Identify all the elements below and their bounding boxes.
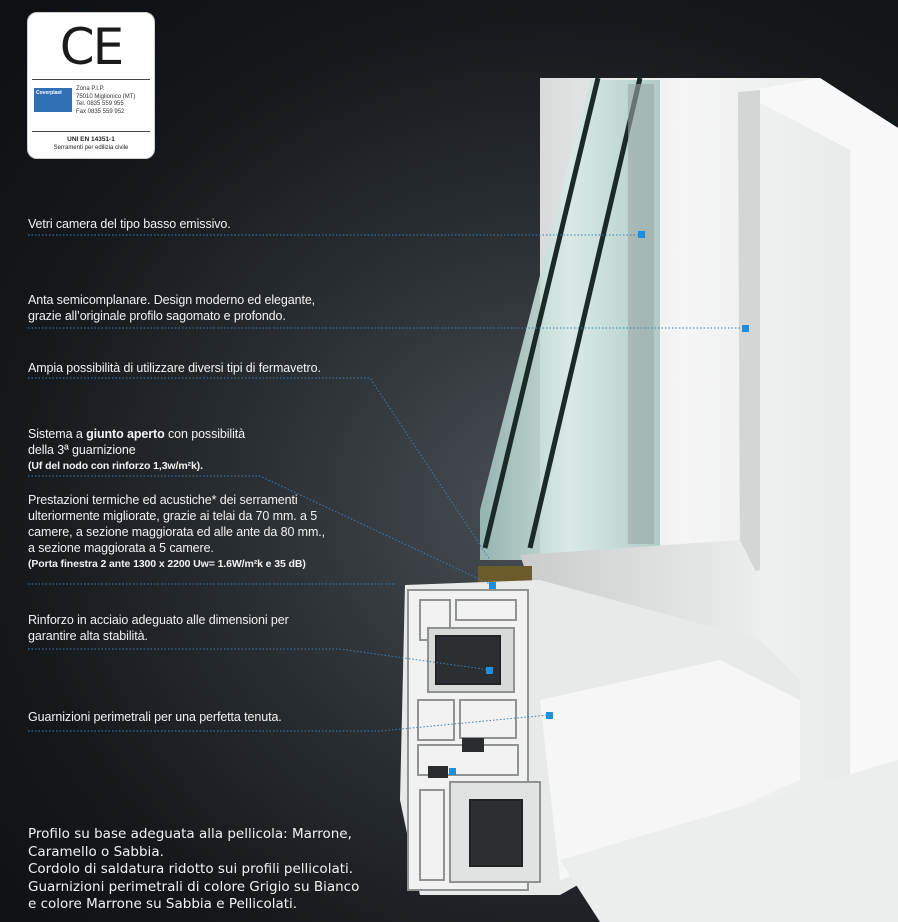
callout-joint-note: (Uf del nodo con rinforzo 1,3w/m²k).: [28, 460, 203, 472]
callout-gaskets-text: Guarnizioni perimetrali per una perfetta tenuta.: [28, 710, 282, 724]
company-address: [76, 86, 135, 116]
callout-steel: [28, 612, 289, 644]
marker-joint: [489, 582, 496, 589]
badge-divider: [32, 131, 150, 132]
callout-joint-line: [28, 426, 245, 442]
profile-notes: [28, 826, 359, 914]
profile-note-line: Profilo su base adeguata alla pellicola: Marrone,: [28, 826, 352, 842]
callout-sash: [28, 292, 315, 324]
gasket-dark: [428, 766, 448, 778]
gasket-dark-2: [462, 738, 484, 752]
callout-joint-line: della 3ª guarnizione: [28, 443, 136, 457]
joint-pre: Sistema a: [28, 427, 87, 441]
company-logo: Coverplast: [34, 88, 72, 112]
profile-note-line: Caramello o Sabbia.: [28, 843, 164, 860]
profile-note-line: Guarnizioni perimetrali di colore Grigio su Bianco: [28, 878, 360, 895]
callout-beads: [28, 360, 321, 376]
joint-bold: giunto aperto: [86, 427, 165, 441]
callout-steel-line: Rinforzo in acciaio adeguato alle dimensioni per: [28, 613, 289, 627]
callout-glass: [28, 216, 231, 232]
ce-mark-logo: CE: [59, 18, 123, 76]
profile-note-line: e colore Marrone su Sabbia e Pellicolati.: [28, 896, 298, 912]
ce-certification-badge: [27, 12, 155, 159]
glass-spacer: [628, 84, 654, 544]
callout-perf-note: (Porta finestra 2 ante 1300 x 2200 Uw= 1.6W/m²k e 35 dB): [28, 558, 306, 570]
callout-gaskets: [28, 709, 282, 725]
callout-perf-line: ulteriormente migliorate, grazie ai telai da 70 mm. a 5: [28, 509, 318, 523]
marker-glass: [638, 231, 645, 238]
callout-glass-text: Vetri camera del tipo basso emissivo.: [28, 217, 231, 231]
marker-sash: [742, 325, 749, 332]
address-line: Tel. 0835 559 955: [76, 101, 124, 107]
norm-code: UNI EN 14351-1: [67, 136, 115, 143]
callout-sash-line: Anta semicomplanare. Design moderno ed elegante,: [28, 293, 316, 307]
marker-gasket: [546, 712, 553, 719]
frame-reveal-shadow: [738, 90, 760, 575]
callout-perf-line: Prestazioni termiche ed acustiche* dei serramenti: [28, 493, 298, 507]
address-line: Zona P.I.P.: [76, 86, 105, 92]
norm-description: Serramenti per edilizia civile: [53, 145, 129, 151]
callout-joint: [28, 426, 245, 474]
address-line: 75010 Miglionico (MT): [76, 93, 136, 100]
callout-steel-line: garantire alta stabilità.: [28, 629, 148, 643]
marker-gasket-2: [449, 768, 456, 775]
badge-divider: [32, 79, 150, 80]
address-line: Fax 0835 559 952: [76, 108, 125, 115]
marker-steel: [486, 667, 493, 674]
callout-beads-text: Ampia possibilità di utilizzare diversi tipi di fermavetro.: [28, 361, 321, 375]
callout-performance: [28, 492, 325, 572]
callout-perf-line: camere, a sezione maggiorata ed alle ante da 80 mm.,: [28, 525, 326, 539]
callout-sash-line: grazie all’originale profilo sagomato e profondo.: [28, 309, 286, 323]
callout-perf-line: a sezione maggiorata a 5 camere.: [28, 541, 214, 555]
joint-post: con possibilità: [164, 427, 246, 441]
profile-note-line: Cordolo di saldatura ridotto sui profili pellicolati.: [28, 861, 354, 877]
